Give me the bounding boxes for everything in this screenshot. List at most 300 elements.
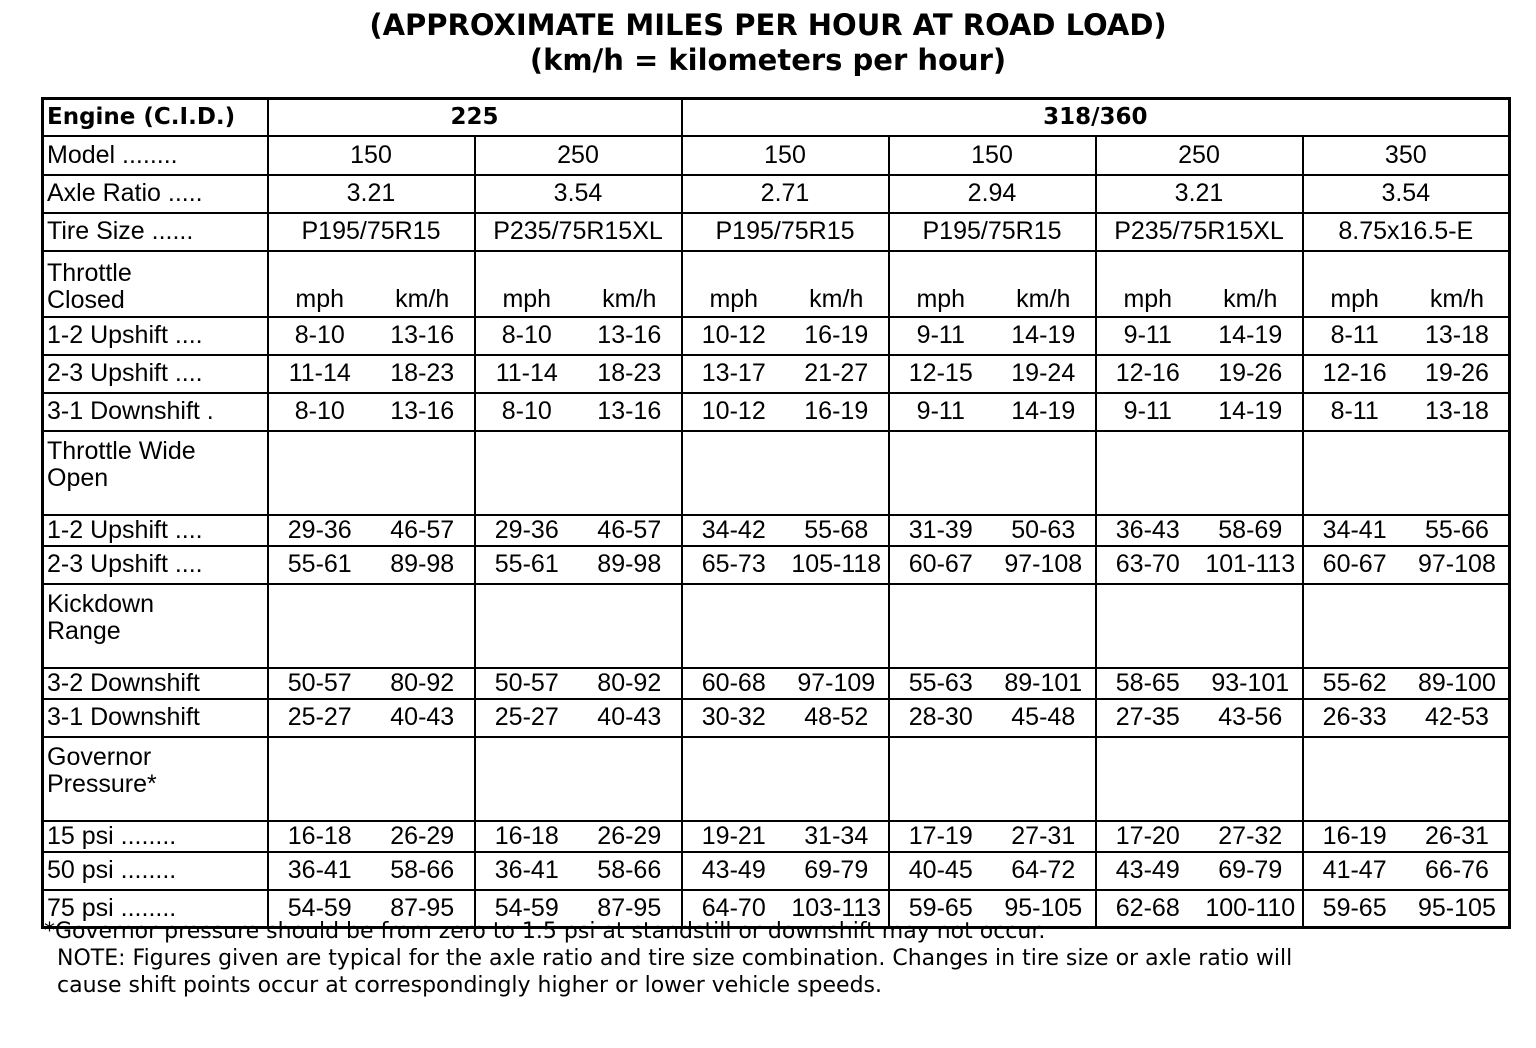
kmh-unit: km/h	[1016, 284, 1071, 313]
unit-cell	[268, 431, 475, 515]
kmh-unit: km/h	[1223, 284, 1278, 313]
value-pair	[269, 669, 474, 698]
kmh-value: 69-79	[1218, 856, 1283, 884]
mph-value: 58-65	[1115, 668, 1180, 697]
note-line-1: NOTE: Figures given are typical for the axle ratio and tire size combination. Changes in tire size or axle ratio will	[57, 946, 1293, 971]
tire-label: Tire Size ......	[43, 213, 268, 251]
kmh-value: 97-109	[797, 668, 876, 697]
mph-value: 9-11	[1123, 397, 1172, 425]
row-label: 2-3 Upshift ....	[43, 355, 268, 393]
value-cell	[682, 821, 889, 852]
unit-cell	[1096, 584, 1303, 668]
mph-value: 8-10	[294, 321, 345, 349]
kmh-value: 26-31	[1424, 821, 1489, 850]
value-cell	[1096, 699, 1303, 737]
axle-row	[43, 175, 1510, 213]
value-cell	[1303, 852, 1510, 890]
mph-value: 34-41	[1322, 515, 1387, 544]
engine-318-360: 318/360	[682, 99, 1510, 136]
table-row	[43, 355, 1510, 393]
mph-value: 12-15	[908, 359, 973, 387]
kmh-value: 100-110	[1205, 893, 1296, 922]
value-cell	[682, 699, 889, 737]
kmh-value: 13-18	[1424, 321, 1489, 349]
axle-cell: 2.71	[682, 175, 889, 213]
mph-value: 43-49	[1115, 856, 1180, 884]
value-cell	[889, 515, 1096, 546]
mph-unit: mph	[1330, 284, 1379, 313]
value-cell	[268, 515, 475, 546]
mph-value: 36-41	[287, 856, 352, 884]
row-label: 50 psi ........	[43, 852, 268, 890]
mph-value: 16-18	[494, 821, 559, 850]
model-cell: 350	[1303, 136, 1510, 175]
value-cell	[1096, 355, 1303, 393]
kmh-value: 101-113	[1205, 550, 1296, 578]
unit-cell	[889, 584, 1096, 668]
mph-value: 12-16	[1115, 359, 1180, 387]
kmh-value: 58-69	[1218, 515, 1283, 544]
value-pair	[1097, 669, 1302, 698]
value-pair	[1304, 822, 1509, 851]
mph-value: 9-11	[916, 397, 965, 425]
axle-label: Axle Ratio .....	[43, 175, 268, 213]
kmh-value: 27-31	[1011, 821, 1076, 850]
axle-cell: 2.94	[889, 175, 1096, 213]
kmh-value: 66-76	[1424, 856, 1489, 884]
kmh-value: 19-26	[1424, 359, 1489, 387]
value-pair	[269, 516, 474, 545]
kmh-value: 97-108	[1004, 550, 1083, 578]
mph-value: 8-10	[501, 321, 552, 349]
axle-cell: 3.21	[1096, 175, 1303, 213]
kmh-value: 13-16	[390, 397, 455, 425]
kmh-value: 42-53	[1424, 703, 1489, 731]
tire-cell: P235/75R15XL	[475, 213, 682, 251]
value-pair	[1097, 856, 1302, 885]
kmh-value: 26-29	[390, 821, 455, 850]
value-pair	[1097, 550, 1302, 579]
section-header-row	[43, 584, 1510, 668]
value-cell	[889, 317, 1096, 355]
row-label: 3-1 Downshift	[43, 699, 268, 737]
section-title-line-2: Closed	[47, 285, 125, 314]
value-pair	[476, 822, 681, 851]
section-title-line-2: Open	[47, 463, 109, 492]
mph-value: 50-57	[287, 668, 352, 697]
value-cell	[268, 668, 475, 699]
row-label: 1-2 Upshift ....	[43, 317, 268, 355]
value-pair	[1304, 359, 1509, 388]
row-label: 3-2 Downshift	[43, 668, 268, 699]
model-cell: 250	[1096, 136, 1303, 175]
value-pair	[890, 550, 1095, 579]
value-cell	[889, 668, 1096, 699]
tire-cell: P235/75R15XL	[1096, 213, 1303, 251]
section-header-row	[43, 737, 1510, 821]
kmh-unit: km/h	[809, 284, 864, 313]
value-cell	[1303, 317, 1510, 355]
value-cell	[475, 317, 682, 355]
engine-225: 225	[268, 99, 682, 136]
kmh-value: 50-63	[1011, 515, 1076, 544]
unit-cell	[889, 251, 1096, 317]
kmh-value: 13-18	[1424, 397, 1489, 425]
unit-pair	[269, 285, 474, 314]
value-pair	[683, 703, 888, 732]
kmh-value: 97-108	[1418, 550, 1496, 578]
value-cell	[682, 668, 889, 699]
mph-value: 41-47	[1322, 856, 1387, 884]
value-pair	[1304, 669, 1509, 698]
value-cell	[682, 515, 889, 546]
value-pair	[1304, 550, 1509, 579]
model-row	[43, 136, 1510, 175]
value-cell	[682, 852, 889, 890]
unit-cell	[475, 251, 682, 317]
value-cell	[889, 355, 1096, 393]
unit-pair	[1097, 285, 1302, 314]
kmh-value: 89-101	[1004, 668, 1083, 697]
unit-cell	[889, 737, 1096, 821]
mph-value: 62-68	[1115, 893, 1180, 922]
unit-cell	[682, 431, 889, 515]
mph-value: 8-10	[501, 397, 552, 425]
kmh-value: 58-66	[390, 856, 455, 884]
value-pair	[890, 359, 1095, 388]
value-pair	[683, 516, 888, 545]
mph-value: 60-67	[908, 550, 973, 578]
section-title-line-1: Throttle	[47, 258, 132, 287]
value-cell	[889, 821, 1096, 852]
table-title: (APPROXIMATE MILES PER HOUR AT ROAD LOAD)	[369, 8, 1167, 42]
kmh-value: 16-19	[804, 397, 869, 425]
value-cell	[682, 355, 889, 393]
value-pair	[683, 397, 888, 426]
section-title-line-1: Kickdown	[47, 589, 154, 618]
mph-value: 60-67	[1322, 550, 1387, 578]
kmh-value: 19-26	[1218, 359, 1283, 387]
value-pair	[890, 822, 1095, 851]
model-cell: 250	[475, 136, 682, 175]
kmh-value: 103-113	[791, 893, 882, 922]
unit-cell	[682, 737, 889, 821]
kmh-value: 89-98	[597, 550, 662, 578]
value-cell	[268, 852, 475, 890]
value-cell	[1096, 852, 1303, 890]
mph-value: 43-49	[701, 856, 766, 884]
kmh-value: 14-19	[1011, 397, 1076, 425]
mph-value: 30-32	[701, 703, 766, 731]
mph-value: 8-11	[1330, 397, 1379, 425]
table-row	[43, 852, 1510, 890]
value-pair	[890, 856, 1095, 885]
value-cell	[889, 546, 1096, 584]
value-cell	[889, 852, 1096, 890]
unit-cell	[1303, 431, 1510, 515]
kmh-value: 19-24	[1011, 359, 1076, 387]
kmh-value: 18-23	[390, 359, 455, 387]
mph-value: 13-17	[701, 359, 766, 387]
kmh-value: 80-92	[597, 668, 662, 697]
tire-cell: 8.75x16.5-E	[1303, 213, 1510, 251]
kmh-value: 46-57	[390, 515, 455, 544]
value-cell	[1096, 515, 1303, 546]
unit-cell	[475, 431, 682, 515]
value-cell	[889, 699, 1096, 737]
value-pair	[683, 856, 888, 885]
value-pair	[1097, 703, 1302, 732]
value-pair	[269, 703, 474, 732]
kmh-value: 13-16	[390, 321, 455, 349]
section-title-line-1: Governor	[47, 742, 152, 771]
row-label: 15 psi ........	[43, 821, 268, 852]
value-pair	[269, 359, 474, 388]
value-cell	[1096, 317, 1303, 355]
kmh-value: 46-57	[597, 515, 662, 544]
kmh-value: 43-56	[1218, 703, 1283, 731]
value-pair	[269, 822, 474, 851]
value-pair	[890, 703, 1095, 732]
value-cell	[475, 515, 682, 546]
kmh-value: 89-98	[390, 550, 455, 578]
value-pair	[269, 321, 474, 350]
tire-cell: P195/75R15	[682, 213, 889, 251]
value-pair	[890, 397, 1095, 426]
mph-value: 29-36	[287, 515, 352, 544]
mph-value: 11-14	[495, 359, 558, 387]
section-title-line-1: Throttle Wide	[47, 436, 196, 465]
kmh-value: 14-19	[1011, 321, 1076, 349]
value-cell	[1303, 393, 1510, 431]
mph-value: 59-65	[1322, 893, 1387, 922]
shift-speed-table	[41, 97, 1511, 929]
value-pair	[476, 321, 681, 350]
kmh-unit: km/h	[1429, 284, 1485, 313]
value-cell	[682, 546, 889, 584]
footnotes	[44, 918, 1524, 999]
section-title	[43, 251, 268, 317]
axle-cell: 3.54	[1303, 175, 1510, 213]
mph-value: 25-27	[494, 703, 559, 731]
unit-cell	[1096, 251, 1303, 317]
mph-unit: mph	[295, 284, 345, 313]
mph-value: 10-12	[701, 397, 766, 425]
kmh-value: 27-32	[1218, 821, 1283, 850]
mph-value: 17-19	[908, 821, 973, 850]
unit-pair	[683, 285, 888, 314]
section-title	[43, 584, 268, 668]
value-cell	[268, 546, 475, 584]
mph-unit: mph	[709, 284, 759, 313]
table-row	[43, 699, 1510, 737]
kmh-value: 31-34	[804, 821, 869, 850]
kmh-value: 40-43	[597, 703, 662, 731]
section-header-row	[43, 251, 1510, 317]
mph-value: 9-11	[1123, 321, 1172, 349]
axle-cell: 3.21	[268, 175, 475, 213]
value-cell	[475, 393, 682, 431]
mph-unit: mph	[1123, 284, 1173, 313]
engine-label: Engine (C.I.D.)	[43, 99, 268, 136]
mph-value: 27-35	[1115, 703, 1180, 731]
kmh-value: 13-16	[597, 397, 662, 425]
unit-cell	[475, 737, 682, 821]
unit-cell	[889, 431, 1096, 515]
value-cell	[1303, 699, 1510, 737]
value-pair	[683, 822, 888, 851]
section-title	[43, 431, 268, 515]
model-cell: 150	[682, 136, 889, 175]
unit-cell	[1303, 584, 1510, 668]
unit-cell	[475, 584, 682, 668]
tire-cell: P195/75R15	[889, 213, 1096, 251]
value-pair	[1304, 321, 1509, 350]
value-cell	[268, 699, 475, 737]
table-subtitle: (km/h = kilometers per hour)	[529, 43, 1007, 77]
unit-cell	[268, 251, 475, 317]
value-cell	[1096, 393, 1303, 431]
table-row	[43, 821, 1510, 852]
mph-value: 64-70	[701, 893, 766, 922]
mph-value: 63-70	[1115, 550, 1180, 578]
value-cell	[475, 546, 682, 584]
value-pair	[890, 516, 1095, 545]
value-pair	[683, 321, 888, 350]
kmh-value: 87-95	[390, 893, 455, 922]
value-pair	[476, 669, 681, 698]
kmh-value: 69-79	[804, 856, 869, 884]
mph-value: 9-11	[916, 321, 965, 349]
axle-cell: 3.54	[475, 175, 682, 213]
unit-cell	[1096, 737, 1303, 821]
value-cell	[1096, 821, 1303, 852]
unit-pair	[1304, 285, 1509, 314]
value-pair	[1097, 359, 1302, 388]
mph-value: 55-62	[1322, 668, 1387, 697]
mph-value: 16-19	[1322, 821, 1387, 850]
model-label: Model ........	[43, 136, 268, 175]
mph-value: 11-14	[288, 359, 351, 387]
kmh-value: 45-48	[1011, 703, 1076, 731]
mph-value: 26-33	[1322, 703, 1387, 731]
value-cell	[475, 668, 682, 699]
unit-cell	[268, 584, 475, 668]
note-line-2: cause shift points occur at correspondingly higher or lower vehicle speeds.	[57, 973, 882, 998]
kmh-value: 14-19	[1218, 321, 1283, 349]
section-title-line-2: Pressure*	[47, 769, 157, 798]
value-cell	[1303, 821, 1510, 852]
mph-value: 8-11	[1330, 321, 1379, 349]
value-pair	[476, 359, 681, 388]
mph-value: 34-42	[701, 515, 766, 544]
value-pair	[890, 669, 1095, 698]
value-pair	[1304, 516, 1509, 545]
kmh-value: 80-92	[390, 668, 455, 697]
value-pair	[476, 856, 681, 885]
value-pair	[683, 550, 888, 579]
kmh-value: 21-27	[804, 359, 869, 387]
kmh-value: 55-66	[1424, 515, 1489, 544]
table-row	[43, 546, 1510, 584]
value-cell	[475, 355, 682, 393]
row-label: 1-2 Upshift ....	[43, 515, 268, 546]
mph-value: 12-16	[1322, 359, 1387, 387]
kmh-unit: km/h	[395, 284, 450, 313]
unit-cell	[682, 584, 889, 668]
unit-cell	[268, 737, 475, 821]
value-pair	[1097, 321, 1302, 350]
value-pair	[683, 359, 888, 388]
kmh-value: 55-68	[804, 515, 869, 544]
unit-cell	[682, 251, 889, 317]
value-cell	[682, 317, 889, 355]
mph-value: 40-45	[908, 856, 973, 884]
mph-value: 54-59	[287, 893, 352, 922]
value-cell	[889, 393, 1096, 431]
unit-cell	[1096, 431, 1303, 515]
value-pair	[1097, 397, 1302, 426]
mph-value: 28-30	[908, 703, 973, 731]
value-cell	[268, 393, 475, 431]
mph-value: 17-20	[1115, 821, 1180, 850]
table-row	[43, 393, 1510, 431]
kmh-value: 48-52	[804, 703, 869, 731]
kmh-value: 18-23	[597, 359, 662, 387]
mph-value: 36-41	[494, 856, 559, 884]
value-pair	[476, 550, 681, 579]
value-cell	[682, 393, 889, 431]
kmh-value: 95-105	[1418, 893, 1496, 922]
mph-value: 65-73	[701, 550, 766, 578]
governor-footnote: *Governor pressure should be from zero to 1.5 psi at standstill or downshift may not occur.	[44, 919, 1046, 944]
value-pair	[1304, 703, 1509, 732]
row-label: 2-3 Upshift ....	[43, 546, 268, 584]
value-cell	[268, 821, 475, 852]
value-pair	[1097, 516, 1302, 545]
value-pair	[476, 516, 681, 545]
mph-value: 29-36	[494, 515, 559, 544]
kmh-value: 93-101	[1211, 668, 1290, 697]
mph-value: 54-59	[494, 893, 559, 922]
value-pair	[890, 321, 1095, 350]
section-title	[43, 737, 268, 821]
model-cell: 150	[889, 136, 1096, 175]
mph-value: 25-27	[287, 703, 352, 731]
row-label: 3-1 Downshift .	[43, 393, 268, 431]
mph-value: 8-10	[294, 397, 345, 425]
section-title-line-2: Range	[47, 616, 121, 645]
value-cell	[475, 852, 682, 890]
value-pair	[1304, 397, 1509, 426]
section-header-row	[43, 431, 1510, 515]
value-pair	[1097, 822, 1302, 851]
value-pair	[476, 397, 681, 426]
value-pair	[269, 397, 474, 426]
mph-unit: mph	[502, 284, 552, 313]
kmh-value: 16-19	[804, 321, 869, 349]
value-cell	[1303, 668, 1510, 699]
kmh-value: 58-66	[597, 856, 662, 884]
table-row	[43, 317, 1510, 355]
kmh-value: 40-43	[390, 703, 455, 731]
mph-unit: mph	[916, 284, 966, 313]
mph-value: 50-57	[494, 668, 559, 697]
kmh-value: 105-118	[791, 550, 882, 578]
value-cell	[475, 699, 682, 737]
tire-cell: P195/75R15	[268, 213, 475, 251]
value-pair	[1304, 856, 1509, 885]
